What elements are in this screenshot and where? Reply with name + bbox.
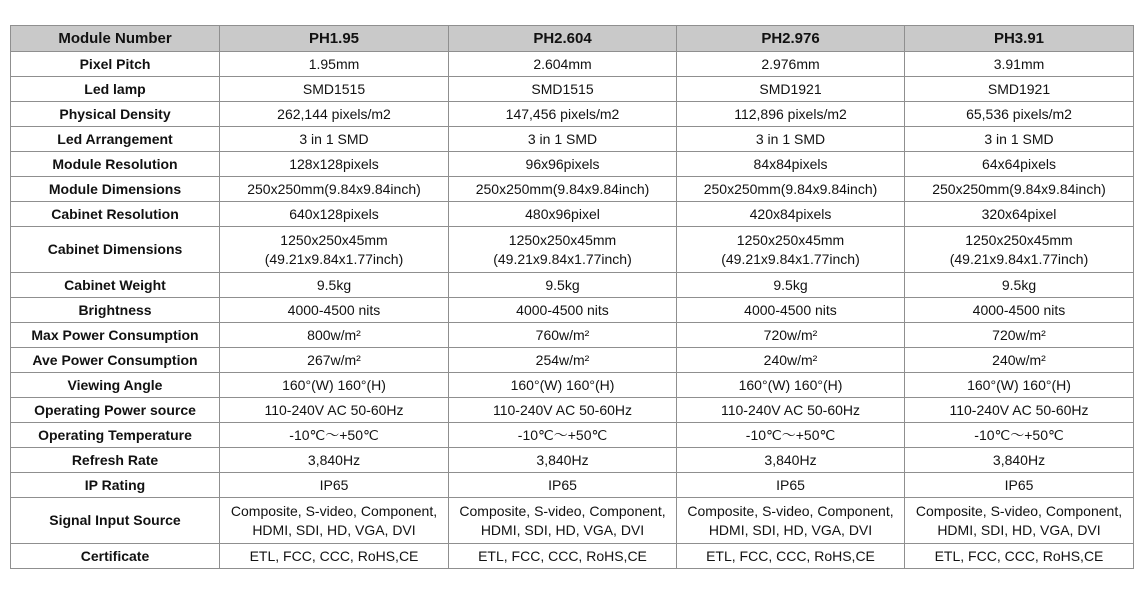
cell-text: 760w/m²	[535, 326, 590, 343]
table-row	[11, 323, 1134, 348]
table-cell	[220, 398, 449, 423]
cell-text: 112,896 pixels/m2	[734, 105, 847, 122]
cell-text: 64x64pixels	[982, 155, 1056, 172]
cell-text: -10℃～+50℃	[745, 426, 836, 443]
table-cell	[677, 273, 905, 298]
cell-text: 420x84pixels	[749, 205, 832, 222]
table-cell	[677, 77, 905, 102]
cell-text: 250x250mm(9.84x9.84inch)	[247, 180, 421, 197]
table-cell	[905, 398, 1134, 423]
cell-text: Composite, S-video, Component,	[687, 502, 894, 519]
cell-text: Composite, S-video, Component,	[230, 502, 438, 519]
row-label: Max Power Consumption	[11, 323, 220, 348]
cell-text: 3 in 1 SMD	[527, 130, 598, 147]
table-cell	[449, 52, 677, 77]
row-label: Brightness	[11, 298, 220, 323]
cell-text: 9.5kg	[773, 276, 808, 293]
row-label: Led lamp	[11, 77, 220, 102]
table-cell	[220, 323, 449, 348]
table-cell	[677, 348, 905, 373]
table-row	[11, 77, 1134, 102]
table-cell	[449, 77, 677, 102]
cell-text: 9.5kg	[545, 276, 580, 293]
cell-text: 160°(W) 160°(H)	[738, 376, 843, 393]
table-cell	[905, 127, 1134, 152]
table-cell	[449, 273, 677, 298]
table-cell	[449, 177, 677, 202]
cell-text: 3 in 1 SMD	[299, 130, 369, 147]
cell-text: 3 in 1 SMD	[984, 130, 1054, 147]
table-cell	[677, 373, 905, 398]
cell-text: ETL, FCC, CCC, RoHS,CE	[478, 547, 647, 564]
table-cell	[905, 298, 1134, 323]
header-cell-ph1-95: PH1.95	[220, 26, 449, 52]
cell-text: (49.21x9.84x1.77inch)	[264, 250, 404, 267]
table-cell	[220, 77, 449, 102]
table-cell	[677, 544, 905, 569]
table-cell	[449, 298, 677, 323]
cell-text: 96x96pixels	[525, 155, 600, 172]
table-cell	[220, 448, 449, 473]
table-cell	[677, 498, 905, 544]
cell-text: 1.95mm	[308, 55, 360, 72]
row-label: Physical Density	[11, 102, 220, 127]
cell-text: SMD1515	[531, 80, 594, 97]
spec-table	[10, 25, 1134, 569]
cell-text: 240w/m²	[992, 351, 1046, 368]
cell-text: 160°(W) 160°(H)	[510, 376, 615, 393]
cell-text: 640x128pixels	[289, 205, 379, 222]
row-label: Module Dimensions	[11, 177, 220, 202]
cell-text: 3,840Hz	[764, 451, 817, 468]
cell-text: 250x250mm(9.84x9.84inch)	[703, 180, 878, 197]
cell-text: ETL, FCC, CCC, RoHS,CE	[934, 547, 1104, 564]
cell-text: 160°(W) 160°(H)	[967, 376, 1071, 393]
table-cell	[220, 423, 449, 448]
cell-text: (49.21x9.84x1.77inch)	[949, 250, 1089, 267]
table-row	[11, 298, 1134, 323]
table-row	[11, 448, 1134, 473]
table-cell	[449, 373, 677, 398]
header-cell-ph3-91: PH3.91	[905, 26, 1134, 52]
table-cell	[220, 52, 449, 77]
table-cell	[220, 152, 449, 177]
row-label: Pixel Pitch	[11, 52, 220, 77]
header-row	[11, 26, 1134, 52]
table-row	[11, 227, 1134, 273]
table-cell	[449, 498, 677, 544]
cell-text: 110-240V AC 50-60Hz	[949, 401, 1089, 418]
cell-text: 3 in 1 SMD	[755, 130, 826, 147]
cell-text: 110-240V AC 50-60Hz	[720, 401, 861, 418]
row-label: Viewing Angle	[11, 373, 220, 398]
cell-text: IP65	[319, 476, 349, 493]
cell-text: 4000-4500 nits	[972, 301, 1066, 318]
cell-text: ETL, FCC, CCC, RoHS,CE	[249, 547, 419, 564]
table-cell	[677, 473, 905, 498]
cell-text: (49.21x9.84x1.77inch)	[493, 250, 632, 267]
table-cell	[905, 323, 1134, 348]
cell-text: HDMI, SDI, HD, VGA, DVI	[937, 521, 1101, 538]
cell-text: SMD1921	[759, 80, 822, 97]
table-cell	[220, 348, 449, 373]
cell-text: 84x84pixels	[753, 155, 828, 172]
table-cell	[677, 102, 905, 127]
table-cell	[220, 127, 449, 152]
table-row	[11, 52, 1134, 77]
cell-text: SMD1921	[987, 80, 1051, 97]
cell-text: 800w/m²	[307, 326, 361, 343]
table-cell	[449, 423, 677, 448]
table-cell	[220, 227, 449, 273]
cell-text: Composite, S-video, Component,	[459, 502, 666, 519]
table-cell	[905, 498, 1134, 544]
table-cell	[220, 473, 449, 498]
table-row	[11, 373, 1134, 398]
table-cell	[449, 348, 677, 373]
table-cell	[449, 398, 677, 423]
table-cell	[677, 127, 905, 152]
cell-text: SMD1515	[302, 80, 366, 97]
cell-text: 3,840Hz	[992, 451, 1046, 468]
spec-sheet	[10, 25, 1133, 569]
cell-text: HDMI, SDI, HD, VGA, DVI	[480, 521, 645, 538]
table-cell	[677, 152, 905, 177]
cell-text: 2.976mm	[761, 55, 820, 72]
table-cell	[905, 273, 1134, 298]
cell-text: 9.5kg	[1001, 276, 1037, 293]
table-cell	[677, 448, 905, 473]
table-row	[11, 544, 1134, 569]
row-label: Cabinet Resolution	[11, 202, 220, 227]
cell-text: 320x64pixel	[981, 205, 1057, 222]
table-row	[11, 177, 1134, 202]
table-cell	[220, 273, 449, 298]
cell-text: Composite, S-video, Component,	[915, 502, 1123, 519]
table-row	[11, 423, 1134, 448]
cell-text: 1250x250x45mm	[508, 231, 617, 248]
cell-text: 65,536 pixels/m2	[966, 105, 1072, 122]
table-row	[11, 348, 1134, 373]
table-cell	[905, 348, 1134, 373]
cell-text: ETL, FCC, CCC, RoHS,CE	[706, 547, 875, 564]
table-row	[11, 152, 1134, 177]
cell-text: 254w/m²	[535, 351, 590, 368]
table-cell	[449, 127, 677, 152]
row-label: Cabinet Dimensions	[11, 227, 220, 273]
cell-text: 1250x250x45mm	[280, 231, 388, 248]
table-cell	[905, 373, 1134, 398]
cell-text: 110-240V AC 50-60Hz	[492, 401, 633, 418]
table-cell	[677, 323, 905, 348]
cell-text: 9.5kg	[316, 276, 352, 293]
row-label: Operating Temperature	[11, 423, 220, 448]
table-cell	[905, 77, 1134, 102]
table-cell	[449, 473, 677, 498]
table-cell	[905, 102, 1134, 127]
cell-text: 240w/m²	[763, 351, 818, 368]
cell-text: (49.21x9.84x1.77inch)	[721, 250, 860, 267]
table-cell	[677, 202, 905, 227]
cell-text: 4000-4500 nits	[516, 301, 609, 318]
row-label: Refresh Rate	[11, 448, 220, 473]
cell-text: 1250x250x45mm	[965, 231, 1073, 248]
table-cell	[220, 177, 449, 202]
table-row	[11, 398, 1134, 423]
row-label: Signal Input Source	[11, 498, 220, 544]
cell-text: 147,456 pixels/m2	[505, 105, 620, 122]
cell-text: HDMI, SDI, HD, VGA, DVI	[252, 521, 416, 538]
cell-text: -10℃～+50℃	[517, 426, 608, 443]
row-label: IP Rating	[11, 473, 220, 498]
table-cell	[905, 152, 1134, 177]
table-cell	[905, 448, 1134, 473]
cell-text: 250x250mm(9.84x9.84inch)	[475, 180, 650, 197]
table-cell	[220, 544, 449, 569]
cell-text: 4000-4500 nits	[287, 301, 381, 318]
cell-text: 110-240V AC 50-60Hz	[264, 401, 404, 418]
table-cell	[905, 177, 1134, 202]
cell-text: 720w/m²	[763, 326, 818, 343]
table-cell	[677, 227, 905, 273]
cell-text: IP65	[548, 476, 577, 493]
table-row	[11, 127, 1134, 152]
table-cell	[449, 152, 677, 177]
table-cell	[449, 323, 677, 348]
table-cell	[677, 423, 905, 448]
cell-text: 2.604mm	[533, 55, 592, 72]
table-cell	[677, 298, 905, 323]
cell-text: 720w/m²	[992, 326, 1046, 343]
spec-table-body	[11, 52, 1134, 569]
cell-text: HDMI, SDI, HD, VGA, DVI	[708, 521, 873, 538]
row-label: Operating Power source	[11, 398, 220, 423]
cell-text: 3.91mm	[993, 55, 1045, 72]
table-cell	[449, 202, 677, 227]
cell-text: -10℃～+50℃	[974, 426, 1064, 443]
row-label: Cabinet Weight	[11, 273, 220, 298]
table-row	[11, 102, 1134, 127]
header-cell-module-number: Module Number	[11, 26, 220, 52]
header-cell-ph2-604: PH2.604	[449, 26, 677, 52]
cell-text: 3,840Hz	[536, 451, 589, 468]
cell-text: 250x250mm(9.84x9.84inch)	[932, 180, 1106, 197]
table-row	[11, 473, 1134, 498]
table-cell	[220, 202, 449, 227]
table-cell	[220, 373, 449, 398]
table-cell	[905, 473, 1134, 498]
table-cell	[677, 52, 905, 77]
table-cell	[449, 544, 677, 569]
cell-text: 480x96pixel	[525, 205, 600, 222]
cell-text: 4000-4500 nits	[744, 301, 837, 318]
table-cell	[905, 544, 1134, 569]
row-label: Certificate	[11, 544, 220, 569]
table-cell	[905, 423, 1134, 448]
table-cell	[677, 177, 905, 202]
header-cell-ph2-976: PH2.976	[677, 26, 905, 52]
cell-text: -10℃～+50℃	[289, 426, 379, 443]
cell-text: 1250x250x45mm	[736, 231, 845, 248]
row-label: Module Resolution	[11, 152, 220, 177]
cell-text: IP65	[1004, 476, 1034, 493]
table-cell	[905, 227, 1134, 273]
table-cell	[905, 52, 1134, 77]
table-cell	[449, 102, 677, 127]
spec-table-header	[11, 26, 1134, 52]
table-cell	[220, 102, 449, 127]
table-cell	[449, 448, 677, 473]
table-row	[11, 498, 1134, 544]
table-row	[11, 202, 1134, 227]
row-label: Led Arrangement	[11, 127, 220, 152]
table-cell	[677, 398, 905, 423]
cell-text: 128x128pixels	[289, 155, 379, 172]
table-cell	[905, 202, 1134, 227]
cell-text: 262,144 pixels/m2	[277, 105, 391, 122]
table-cell	[220, 498, 449, 544]
cell-text: IP65	[776, 476, 805, 493]
cell-text: 267w/m²	[307, 351, 361, 368]
table-row	[11, 273, 1134, 298]
table-cell	[220, 298, 449, 323]
table-cell	[449, 227, 677, 273]
cell-text: 160°(W) 160°(H)	[282, 376, 386, 393]
row-label: Ave Power Consumption	[11, 348, 220, 373]
cell-text: 3,840Hz	[307, 451, 361, 468]
